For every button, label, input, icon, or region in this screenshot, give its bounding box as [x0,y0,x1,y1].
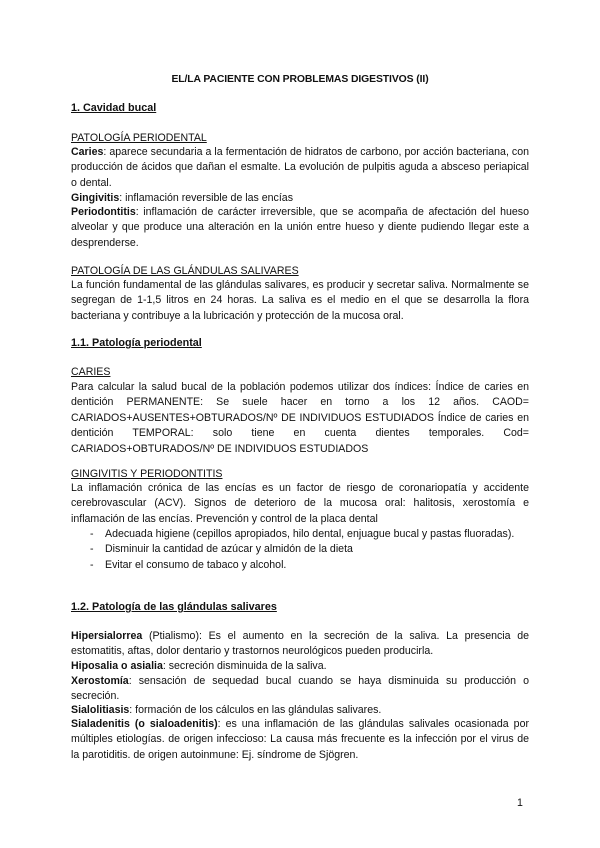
prevention-list [71,527,529,573]
subheading-gingivitis-periodontitis: GINGIVITIS Y PERIODONTITIS [71,468,223,480]
section-heading-cavidad-bucal: 1. Cavidad bucal [71,102,157,114]
paragraph-hipersialorrea: Hipersialorrea (Ptialismo): Es el aumento en la secreción de la saliva. La presencia de estomatitis, aftas, dolor dentario y trastornos neurológicos pueden producirla. [71,630,529,658]
paragraph-caries-indices: Para calcular la salud bucal de la población podemos utilizar dos índices: Índice de caries en dentición PERMANENTE: Se suele hacer en torno a los 12 años. CAOD= CARIADOS+AUSENTES+OBTURADOS/Nº DE INDIVIDUOS ESTUDIADOS Índice de caries en dentición TEMPORAL: solo tiene en cuenta dientes temporales. Cod= CARIADOS+OBTURADOS/Nº DE INDIVIDUOS ESTUDIADOS [71,381,529,455]
paragraph-gingivitis: Gingivitis: inflamación reversible de las encías [71,192,293,204]
subheading-glandulas-salivares: PATOLOGÍA DE LAS GLÁNDULAS SALIVARES [71,265,299,277]
term-caries: Caries [71,146,104,158]
term-hiposalia: Hiposalia o asialia [71,660,163,672]
paragraph-xerostomia: Xerostomía: sensación de sequedad bucal cuando se haya disminuida su producción o secreción. [71,675,529,703]
paragraph-caries: Caries: aparece secundaria a la fermentación de hidratos de carbono, por acción bacteriana, con producción de ácidos que dañan el esmalte. La evolución de pulpitis aguda a absceso periapical o dental. [71,146,529,189]
section-heading-glandulas-salivares: 1.2. Patología de las glándulas salivares [71,601,277,613]
subheading-caries: CARIES [71,366,111,378]
paragraph-sialadenitis: Sialadenitis (o sialoadenitis): es una inflamación de las glándulas salivales ocasionada por múltiples etiologías. de origen infeccioso: La causa más frecuente es la infección por el virus de la parotiditis. de origen autoinmune: Ej. síndrome de Sjögren. [71,718,529,761]
page-number: 1 [517,797,523,809]
term-xerostomia: Xerostomía [71,675,129,687]
term-gingivitis: Gingivitis [71,192,120,204]
term-hipersialorrea: Hipersialorrea [71,630,143,642]
list-item: - Evitar el consumo de tabaco y alcohol. [71,558,529,573]
paragraph-periodontitis: Periodontitis: inflamación de carácter irreversible, que se acompaña de afectación del hueso alveolar y que produce una alteración en la unión entre hueso y diente pudiendo llegar este a desprenderse. [71,206,529,249]
term-sialadenitis: Sialadenitis (o sialoadenitis) [71,718,218,730]
subheading-patologia-periodental: PATOLOGÍA PERIODENTAL [71,132,207,144]
list-item: - Adecuada higiene (cepillos apropiados, hilo dental, enjuague bucal y pastas fluoradas). [71,527,529,542]
paragraph-sialolitiasis: Sialolitiasis: formación de los cálculos en las glándulas salivares. [71,704,382,716]
section-heading-patologia-periodental: 1.1. Patología periodental [71,337,202,349]
term-sialolitiasis: Sialolitiasis [71,704,130,716]
document-title: EL/LA PACIENTE CON PROBLEMAS DIGESTIVOS (II) [171,74,429,85]
paragraph-gingivitis-periodontitis: La inflamación crónica de las encías es un factor de riesgo de coronariopatía y accidente cerebrovascular (ACV). Signos de deterioro de la mucosa oral: halitosis, xerostomía e inflamación de las encías. Prevención y control de la placa dental [71,482,529,525]
paragraph-glandulas: La función fundamental de las glándulas salivares, es producir y secretar saliva. Normalmente se segregan de 1-1,5 litros en 24 horas. La saliva es el medio en el que se desarrolla la flora bacteriana y contribuye a la lubricación y protección de la mucosa oral. [71,279,529,322]
paragraph-hiposalia: Hiposalia o asialia: secreción disminuida de la saliva. [71,660,327,672]
list-item: - Disminuir la cantidad de azúcar y almidón de la dieta [71,542,529,557]
term-periodontitis: Periodontitis [71,206,136,218]
